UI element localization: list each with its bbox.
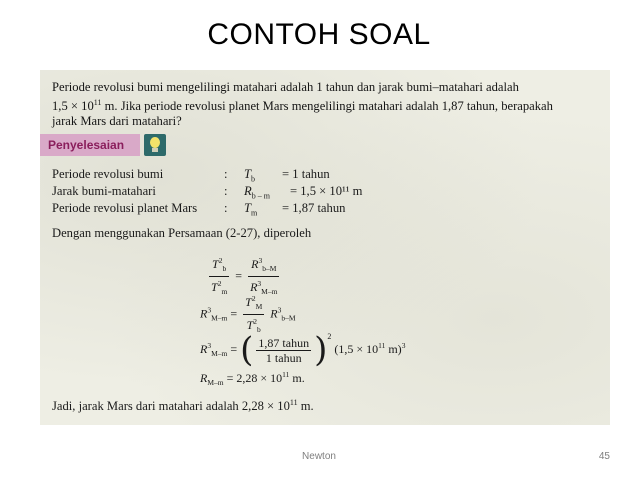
known-values: [52, 166, 452, 217]
problem-line-2: $1,5 \times 10^{11}$ m. Jika periode revolusi planet Mars mengelilingi matahari adalah 1,87 tahun, berapakah: [52, 98, 553, 114]
equation-result: $R_{M-m} = 2,28 \times 10^{11}$ m.: [200, 370, 305, 387]
page-number: 45: [598, 451, 610, 462]
known-row-mars-period: Periode revolusi planet Mars : $T_m$ = 1,87 tahun: [52, 201, 346, 218]
method-sentence: Dengan menggunakan Persamaan (2-27), diperoleh: [52, 226, 312, 240]
slide-title: CONTOH SOAL: [207, 18, 431, 51]
problem-line-1: Periode revolusi bumi mengelilingi matahari adalah 1 tahun dan jarak bumi–matahari adalah: [52, 80, 519, 94]
known-row-earth-period: Periode revolusi bumi : $T_b$ = 1 tahun: [52, 167, 330, 184]
lightbulb-icon: [144, 134, 166, 156]
scanned-textbook-excerpt: [40, 70, 610, 425]
equation-substitute-values: $R^3_{M-m}$ = ( $\frac{\text{1,87 tahun}}{\text{1 tahun}}$ )$^2$ ($1,5 \times 10^{11}$ m)$^3$: [200, 330, 406, 371]
footer-text: Newton: [302, 451, 336, 462]
known-row-earth-sun-distance: Jarak bumi-matahari : $R_{b - m}$ = 1,5 × 10¹¹ m: [52, 184, 363, 201]
problem-statement: [52, 80, 600, 129]
solution-header: [40, 134, 340, 158]
equation-solve-r-cubed: $R^3_{M-m}$ = $\frac{T^2_M}{T^2_b}$ $R^3_{b-M}$: [200, 294, 296, 334]
equation-kepler-ratio: $\frac{T^2_b}{T^2_m}$ = $\frac{R^3_{b-M}}{R^3_{M-m}}$: [211, 256, 278, 296]
problem-line-3: jarak Mars dari matahari?: [52, 114, 182, 129]
solution-badge: Penyelesaian: [40, 134, 140, 156]
conclusion: Jadi, jarak Mars dari matahari adalah $2,28 \times 10^{11}$ m.: [52, 398, 314, 414]
